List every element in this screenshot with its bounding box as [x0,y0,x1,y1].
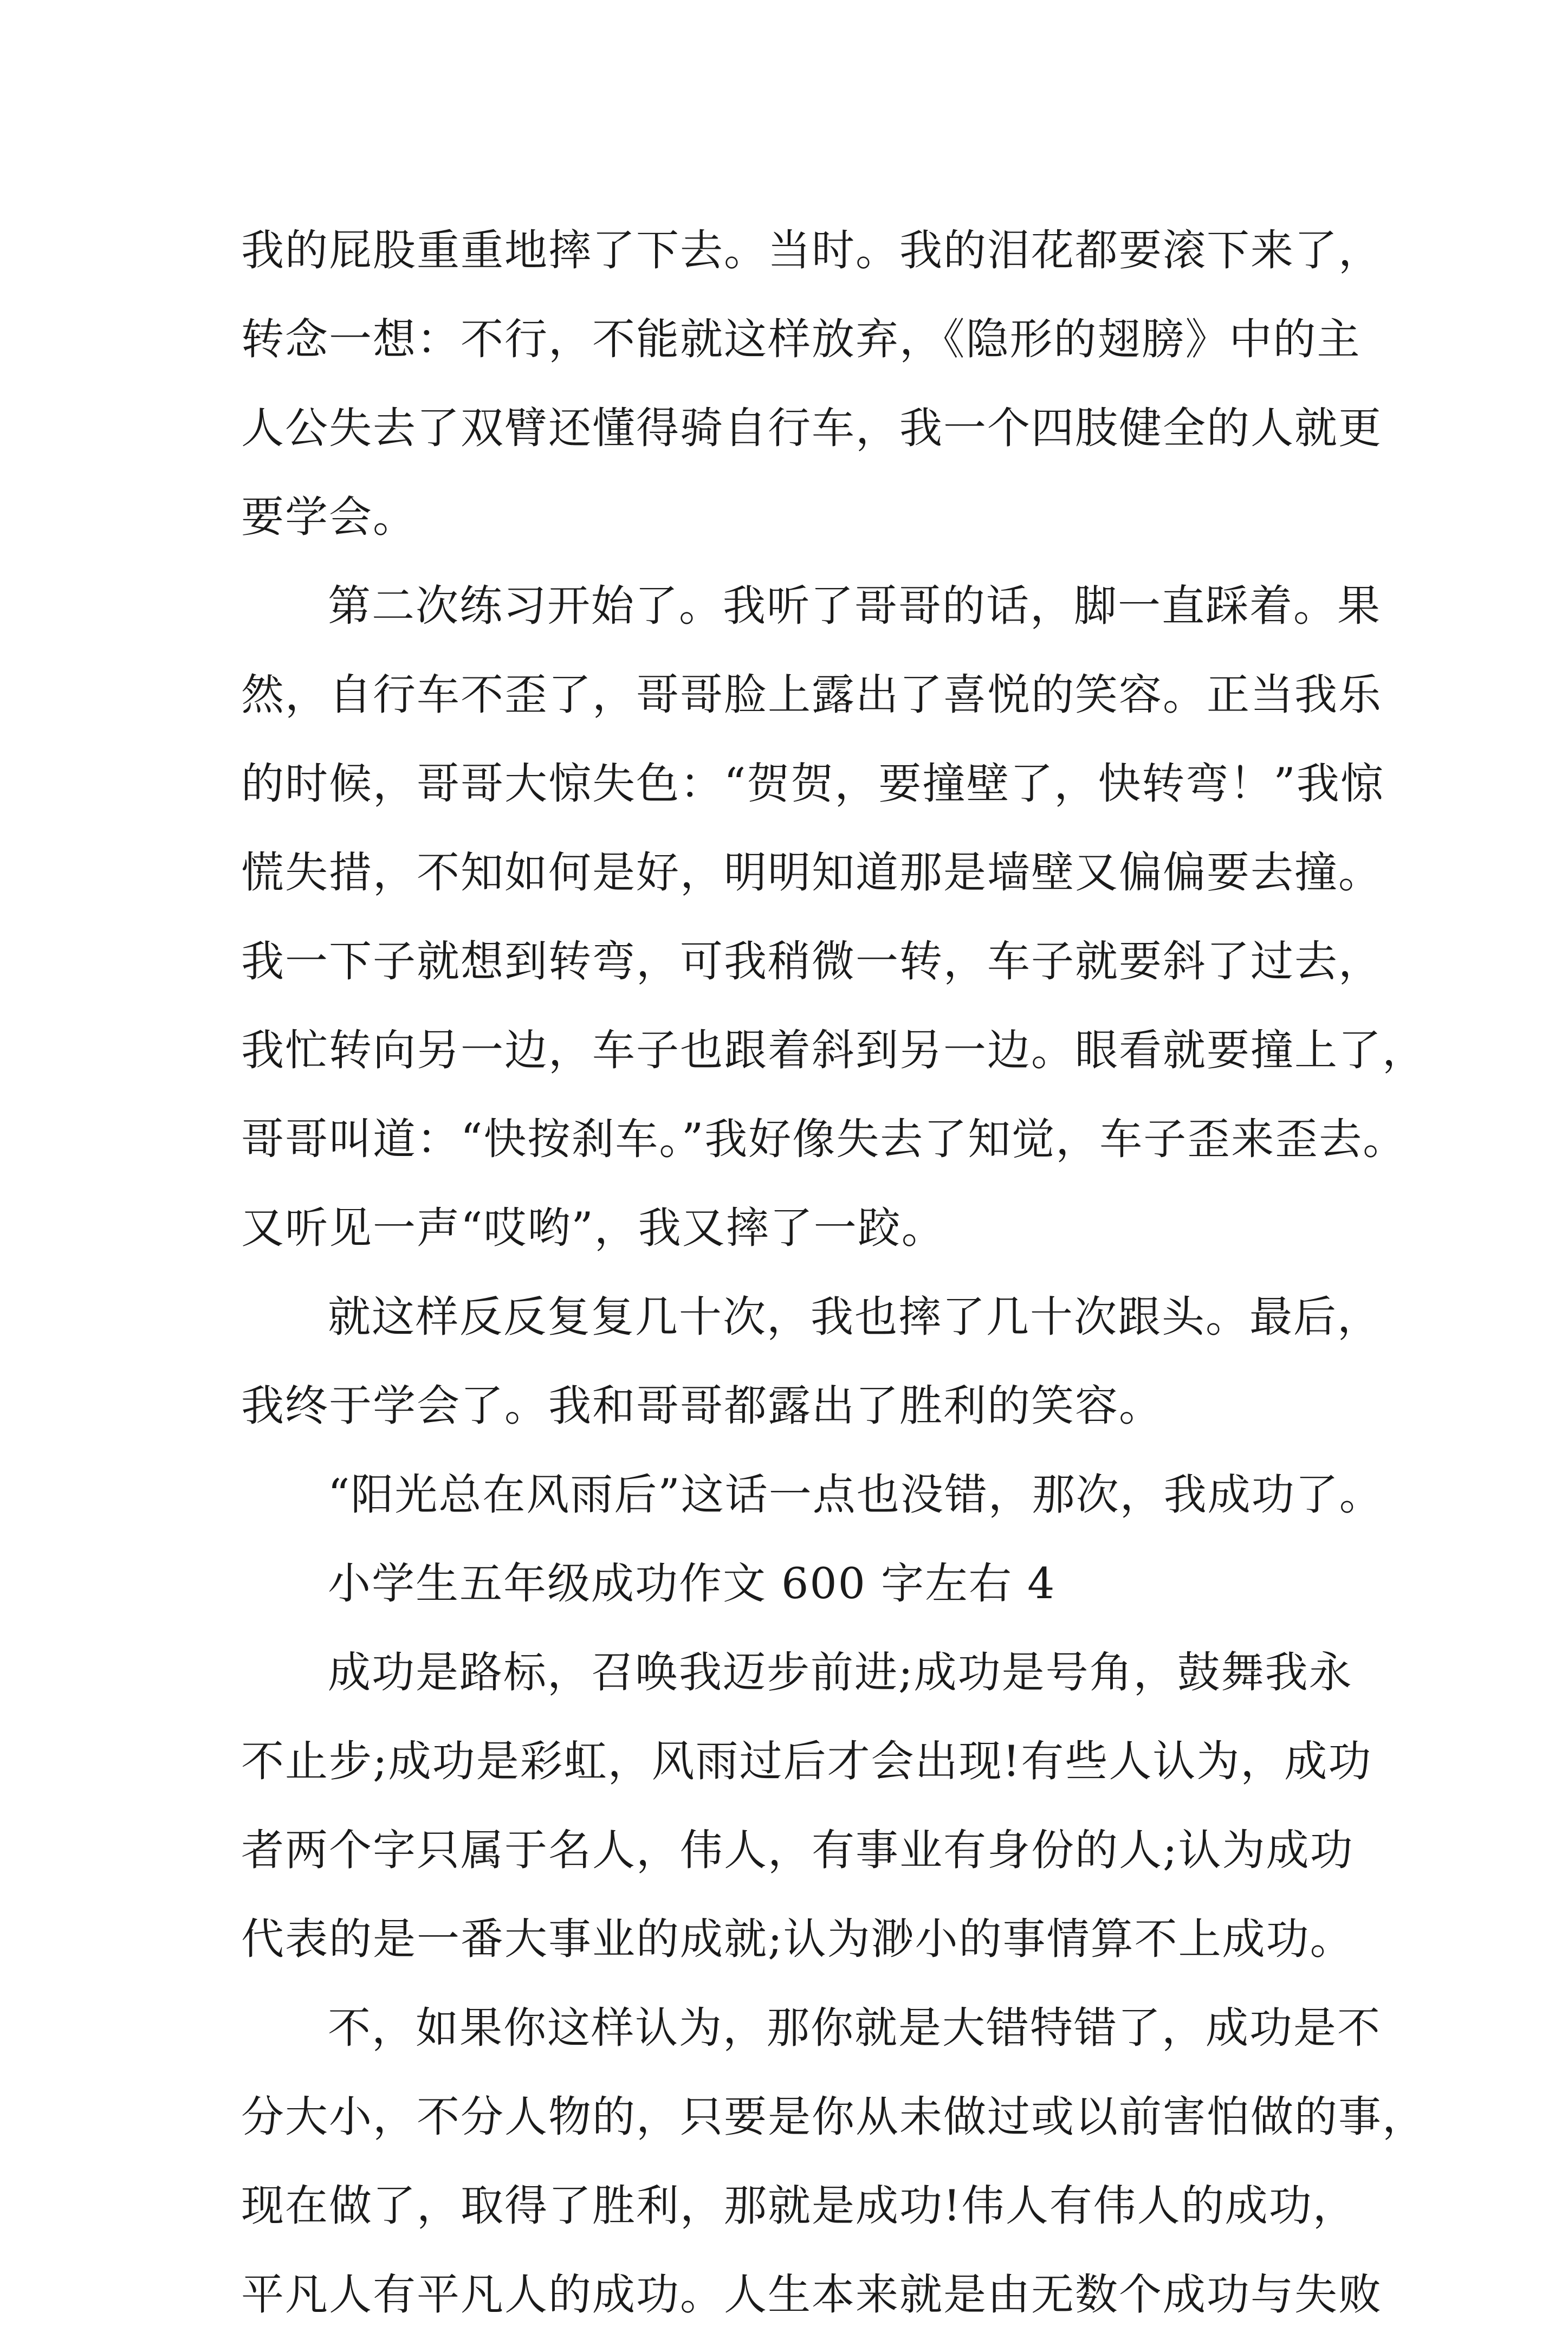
text-line: 人公失去了双臂还懂得骑自行车，我一个四肢健全的人就更 [241,403,1382,453]
text-line: 慌失措，不知如何是好，明明知道那是墙壁又偏偏要去撞。 [241,848,1382,897]
text-line: 者两个字只属于名人，伟人，有事业有身份的人;认为成功 [241,1825,1354,1875]
text-line: 然，自行车不歪了，哥哥脸上露出了喜悦的笑容。正当我乐 [241,670,1382,720]
text-line: 分大小，不分人物的，只要是你从未做过或以前害怕做的事， [241,2092,1426,2142]
text-line: 平凡人有平凡人的成功。人生本来就是由无数个成功与失败 [241,2270,1382,2319]
body-text [241,206,1426,2339]
section-heading: 小学生五年级成功作文 600 字左右 4 [328,1559,1056,1608]
text-line: 的时候，哥哥大惊失色：“贺贺，要撞壁了，快转弯！”我惊 [241,759,1384,809]
text-line: 第二次练习开始了。我听了哥哥的话，脚一直踩着。果 [328,581,1381,631]
text-line: 转念一想：不行，不能就这样放弃，《隐形的翅膀》中的主 [241,314,1361,364]
text-line: 代表的是一番大事业的成就;认为渺小的事情算不上成功。 [241,1914,1354,1964]
text-line: 我终于学会了。我和哥哥都露出了胜利的笑容。 [241,1381,1163,1431]
text-line: 成功是路标，召唤我迈步前进;成功是号角，鼓舞我永 [328,1647,1353,1697]
text-line: 哥哥叫道：“快按刹车。”我好像失去了知觉，车子歪来歪去。 [241,1114,1407,1164]
text-line: 我忙转向另一边，车子也跟着斜到另一边。眼看就要撞上了， [241,1025,1426,1075]
text-line: 现在做了，取得了胜利，那就是成功!伟人有伟人的成功， [241,2181,1357,2231]
text-line: 又听见一声“哎哟”，我又摔了一跤。 [241,1203,945,1253]
text-line: 不止步;成功是彩虹，风雨过后才会出现!有些人认为，成功 [241,1736,1372,1786]
text-line: 要学会。 [241,492,417,542]
text-line: 就这样反反复复几十次，我也摔了几十次跟头。最后， [328,1292,1381,1342]
text-line: 我的屁股重重地摔了下去。当时。我的泪花都要滚下来了， [241,225,1382,275]
text-line: 不，如果你这样认为，那你就是大错特错了，成功是不 [328,2003,1381,2053]
text-line: “阳光总在风雨后”这话一点也没错，那次，我成功了。 [328,1470,1383,1520]
text-line: 我一下子就想到转弯，可我稍微一转，车子就要斜了过去， [241,936,1382,986]
